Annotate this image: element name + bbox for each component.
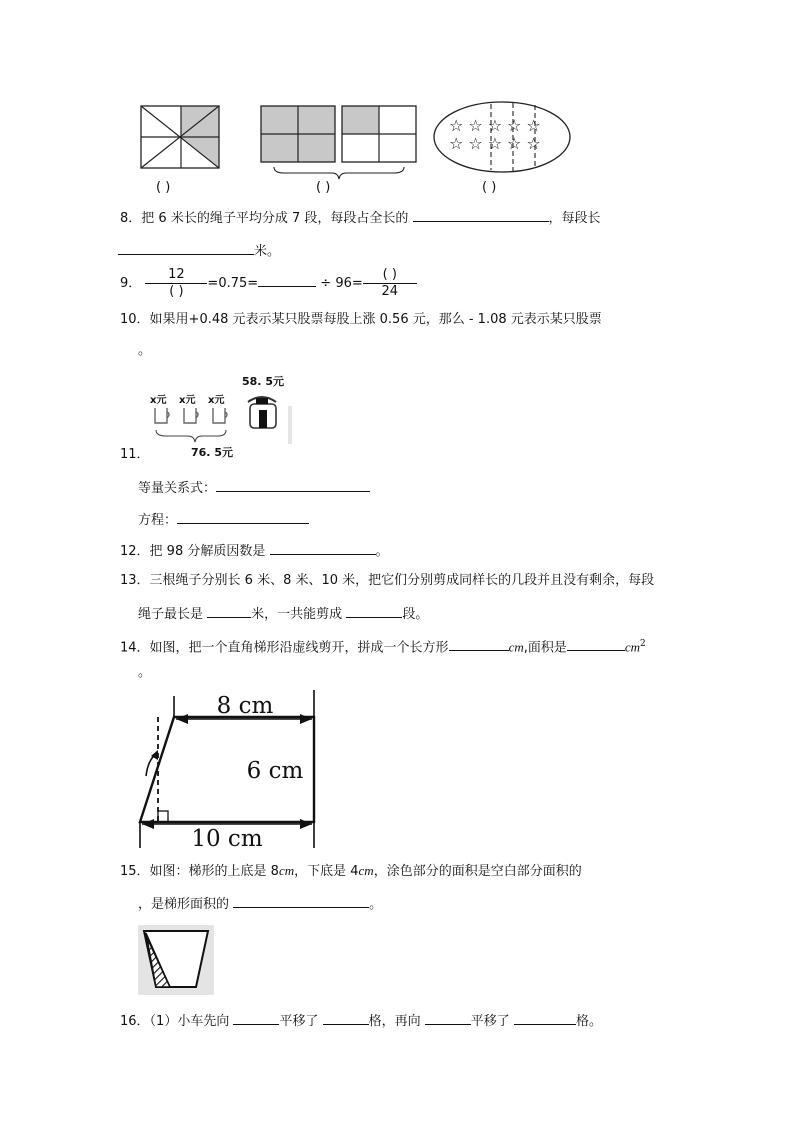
question-text: 米。 [254,244,281,259]
figure-two-rectangles-quarters [260,105,418,183]
star-icon: ☆ [449,134,469,153]
question-text: 段。 [402,607,429,622]
question-text: 把 6 米长的绳子平均分成 7 段，每段占全长的 [141,211,409,226]
fraction-denominator: 24 [381,284,399,299]
answer-blank[interactable] [323,1010,369,1025]
answer-blank[interactable] [514,1010,576,1025]
cup-price-label: x元 [208,395,225,406]
question-text: 如果用+0.48 元表示某只股票每股上涨 0.56 元，那么 - 1.08 元表示某只股票 [149,312,602,327]
answer-blank[interactable] [567,636,625,651]
answer-paren-2[interactable]: ( ) [316,180,331,195]
question-text: ，涂色部分的面积是空白部分面积的 [373,864,582,879]
star-icon: ☆ [507,116,527,135]
question-number: 8． [120,211,142,226]
question-number: 12． [120,544,150,559]
question-text: 格。 [575,1014,602,1029]
fraction-numerator-blank[interactable]: ( ) [363,267,417,284]
answer-blank[interactable] [270,540,376,555]
cups-and-kettle-figure [148,386,296,444]
unit-superscript: 2 [640,639,646,649]
fraction-denominator-blank[interactable]: ( ) [169,284,184,299]
answer-blank[interactable] [177,509,309,524]
question-13 [120,572,654,590]
fraction-2 [363,267,417,300]
answer-blank[interactable] [346,603,402,618]
price-kettle-label: 58. 5元 [242,375,284,388]
question-8 [120,207,601,228]
question-text: 平移了 [470,1014,510,1029]
stars-row-1 [449,116,546,135]
question-text: ,面积是 [523,640,567,656]
unit-text: cm [278,863,295,878]
total-price-label: 76. 5元 [191,446,233,459]
cup-price-label: x元 [150,395,167,406]
relation-line [138,477,370,498]
equation-line [138,509,309,530]
question-16 [120,1010,602,1031]
star-icon: ☆ [487,134,508,153]
answer-blank[interactable] [449,636,509,651]
shaded-trapezoid-figure [138,925,214,995]
question-13-line-2 [138,603,428,624]
bottom-base-label: 10 cm [191,826,263,852]
question-text: 绳子最长是 [138,607,204,622]
star-icon: ☆ [468,116,488,135]
question-text: 。 [375,544,389,559]
cup-price-label: x元 [179,395,196,406]
fraction-1 [145,267,207,300]
question-number-11: 11． [120,447,150,462]
equation-label: 方程： [138,513,178,528]
question-8-line-2 [118,240,280,261]
question-text: 三根绳子分别长 6 米、8 米、10 米，把它们分别剪成同样长的几段并且没有剩余，每段 [149,573,655,588]
star-icon: ☆ [526,134,546,153]
height-label: 6 cm [246,758,304,784]
star-icon: ☆ [487,116,508,135]
question-number: 15． [120,864,150,879]
question-number: 9． [120,276,142,291]
star-icon: ☆ [507,134,527,153]
trapezoid-diagram [134,686,322,852]
question-14 [120,635,646,657]
question-10 [120,311,602,329]
answer-paren-3[interactable]: ( ) [482,180,497,195]
equation-text: =0.75= [207,276,259,291]
unit-text: cm [358,863,374,878]
question-15 [120,862,582,881]
question-text: ，每段长 [548,211,601,226]
question-text: ，下底是 4 [294,864,359,879]
question-12 [120,540,389,561]
kettle-icon [248,397,276,428]
answer-blank[interactable] [233,1010,279,1025]
question-number: 13． [120,573,150,588]
relation-label: 等量关系式： [138,481,217,496]
question-text: 如图：梯形的上底是 8 [149,864,279,879]
cup-icon [155,408,169,423]
star-icon: ☆ [449,116,469,135]
cup-icon [184,408,198,423]
question-14-tail: 。 [138,665,152,680]
question-9 [120,264,417,304]
question-text: 米，一共能剪成 [251,607,343,622]
fraction-numerator: 12 [145,267,207,284]
top-base-label: 8 cm [216,693,274,719]
question-text: 如图，把一个直角梯形沿虚线剪开，拼成一个长方形 [149,640,449,656]
answer-blank[interactable] [118,240,254,255]
star-icon: ☆ [526,116,546,135]
question-text: 把 98 分解质因数是 [149,544,266,559]
equation-text: ÷ 96= [320,276,363,291]
question-text: （1）小车先向 [149,1014,230,1029]
answer-blank[interactable] [258,272,316,287]
answer-blank[interactable] [207,603,251,618]
answer-blank[interactable] [233,893,369,908]
answer-blank[interactable] [425,1010,471,1025]
answer-blank[interactable] [216,477,370,492]
unit-text: cm [508,639,524,655]
stars-row-2 [449,134,546,153]
figure-rectangle-eighths [140,105,220,169]
question-text: 。 [369,897,383,912]
cup-icon [213,408,227,423]
question-number: 10． [120,312,150,327]
question-15-line-2 [138,893,382,914]
question-text: 格，再向 [368,1014,421,1029]
question-text: ，是梯形面积的 [138,897,230,912]
question-number: 14． [120,640,150,656]
unit-text: cm [624,639,641,655]
question-10-tail: 。 [138,343,152,358]
star-icon: ☆ [468,134,488,153]
question-number: 16． [120,1014,150,1029]
answer-paren-1[interactable]: ( ) [156,180,171,195]
question-text: 平移了 [279,1014,319,1029]
answer-blank[interactable] [413,207,549,222]
